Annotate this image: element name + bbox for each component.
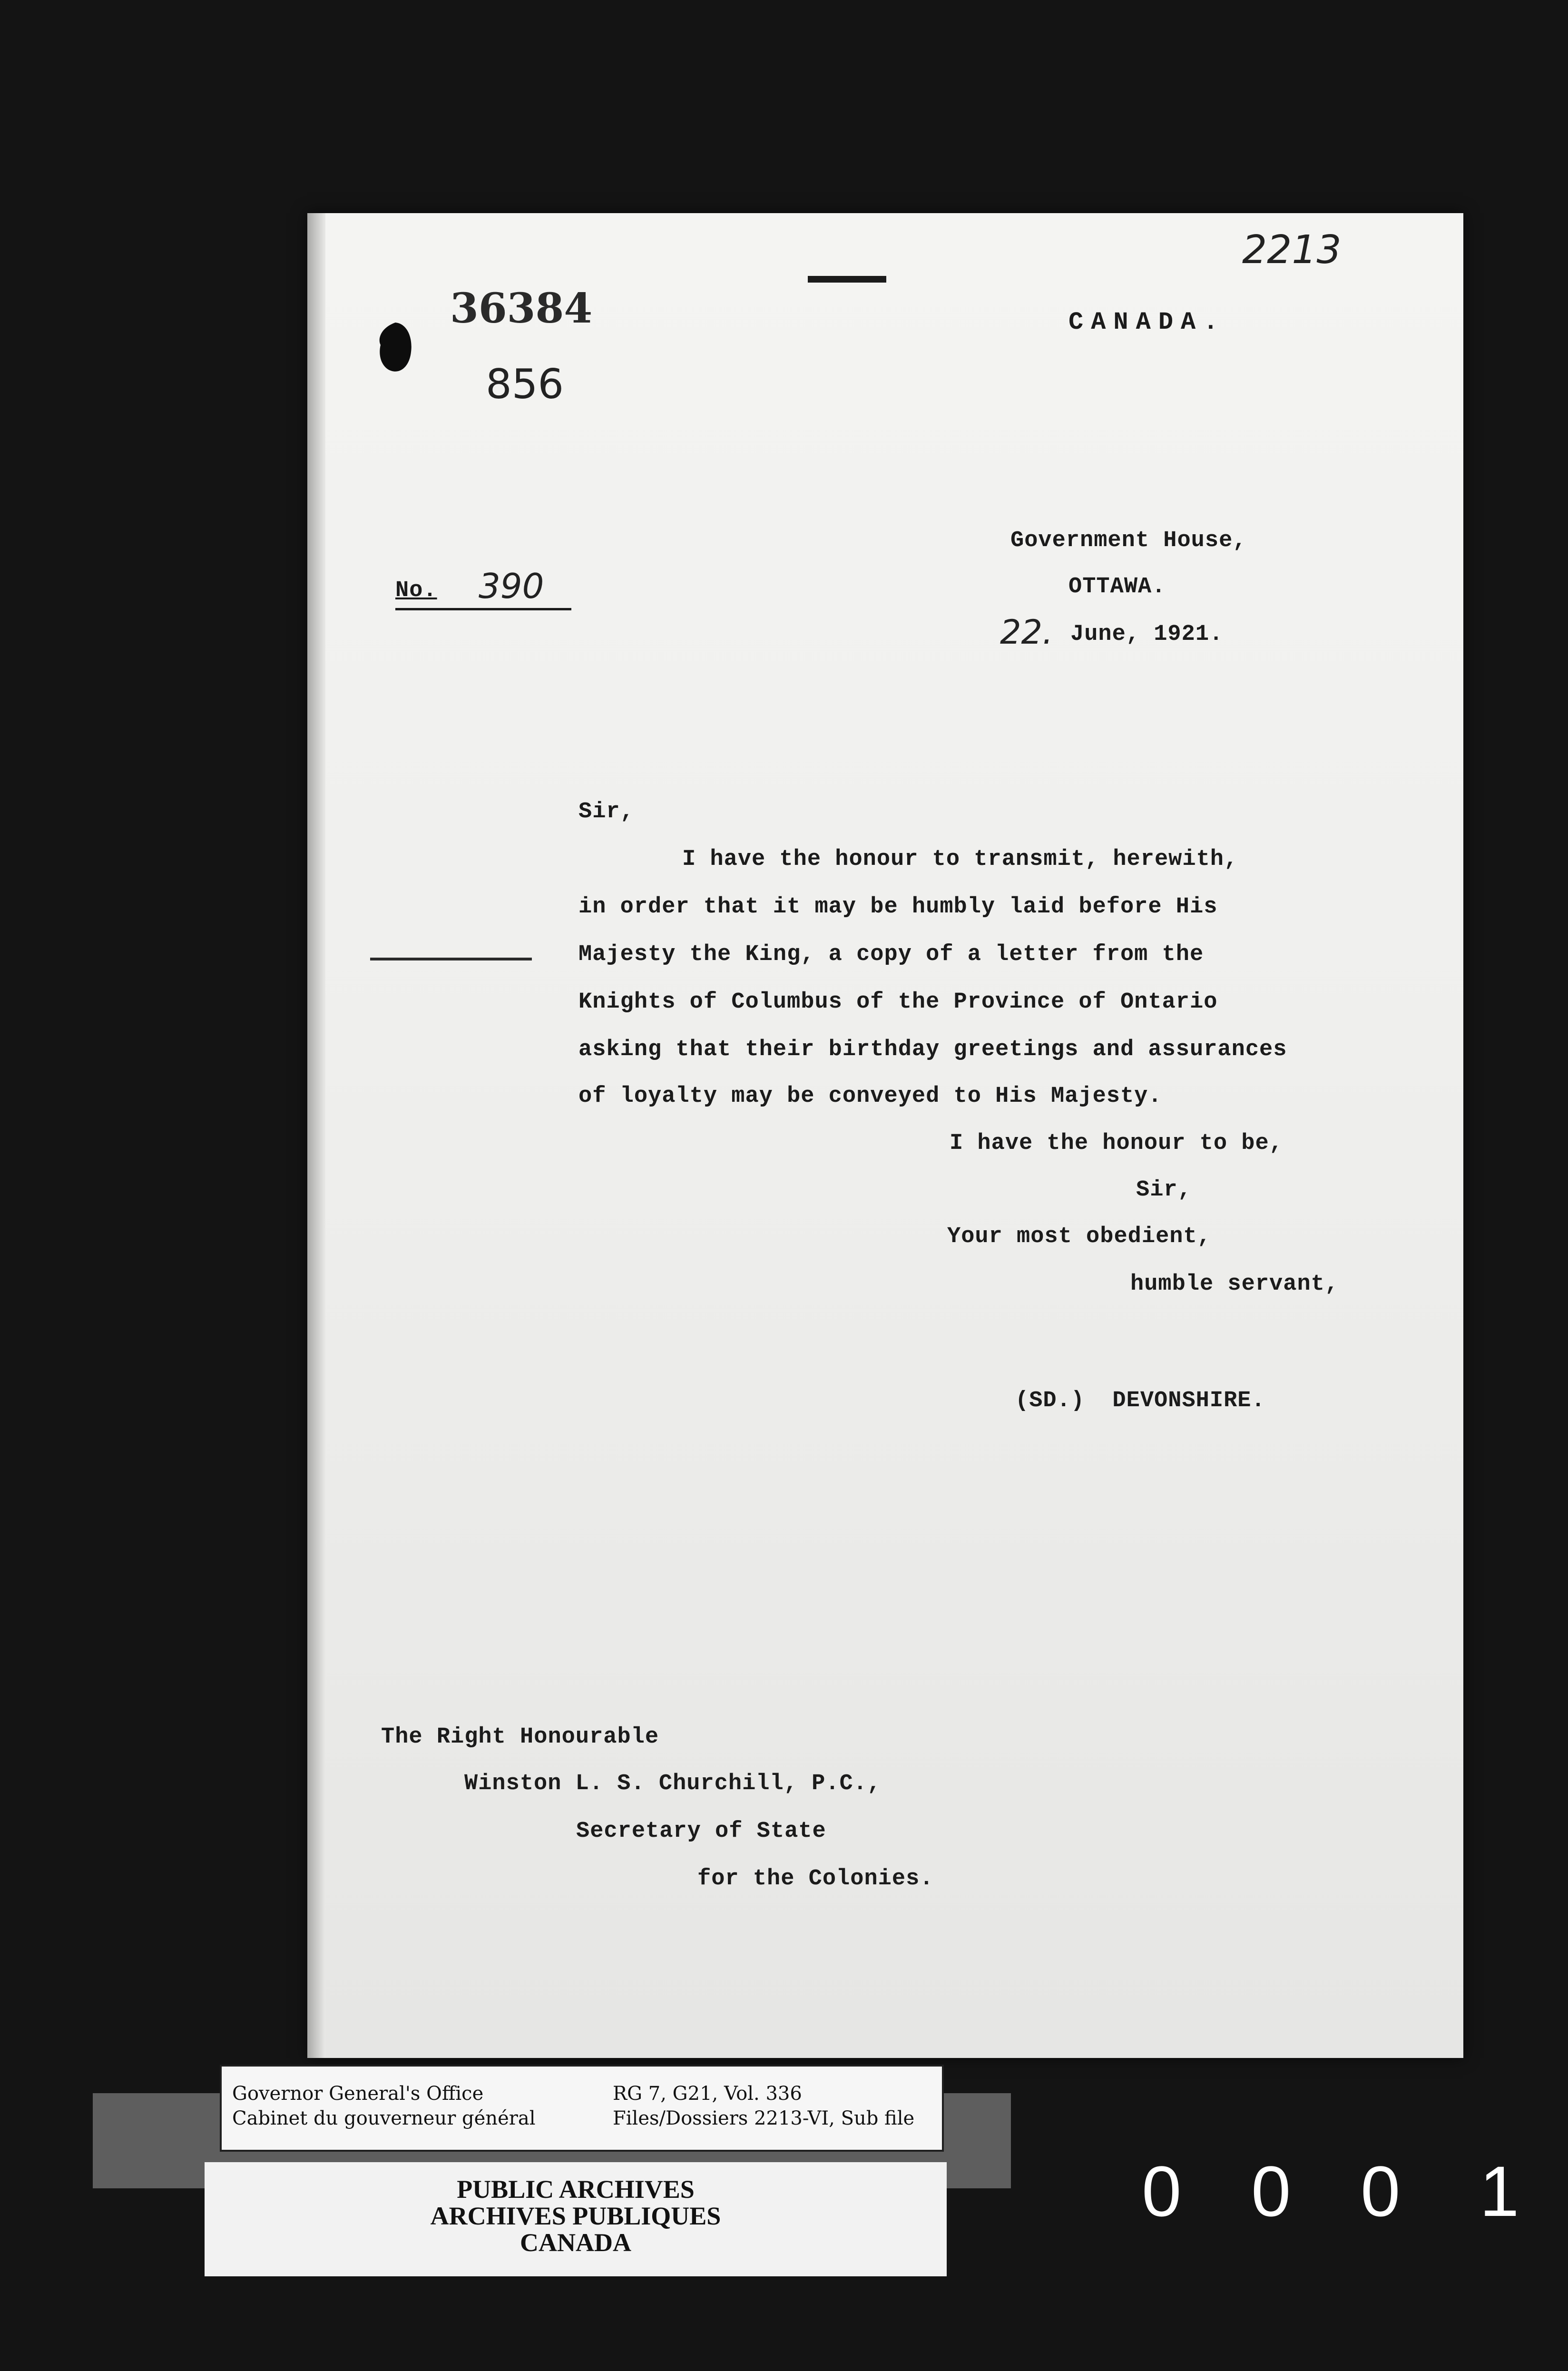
frame-digit-1: 0 xyxy=(1142,2151,1182,2231)
date-line: June, 1921. xyxy=(1070,622,1224,647)
record-group-reference: RG 7, G21, Vol. 336 xyxy=(613,2083,802,2105)
addressee-line-3: Secretary of State xyxy=(576,1819,826,1844)
ink-blot-mark xyxy=(374,319,417,376)
salutation: Sir, xyxy=(578,799,634,824)
body-line-4: Knights of Columbus of the Province of Ontario xyxy=(578,990,1218,1015)
handwritten-reference: 856 xyxy=(486,361,564,408)
addressee-line-1: The Right Honourable xyxy=(381,1724,659,1750)
archives-line-3: CANADA xyxy=(520,2228,631,2257)
archives-line-1: PUBLIC ARCHIVES xyxy=(457,2175,695,2204)
letter-heading: CANADA. xyxy=(1068,308,1226,336)
closing-line-3: Your most obedient, xyxy=(947,1224,1211,1249)
office-french: Cabinet du gouverneur général xyxy=(232,2107,536,2129)
handwritten-number: 390 xyxy=(479,566,544,606)
closing-line-1: I have the honour to be, xyxy=(950,1131,1283,1156)
frame-digit-4: 1 xyxy=(1480,2151,1519,2231)
number-label: No. xyxy=(395,578,437,603)
office-english: Governor General's Office xyxy=(232,2083,484,2105)
body-line-6: of loyalty may be conveyed to His Majesty. xyxy=(578,1084,1162,1109)
number-underline xyxy=(395,608,571,610)
handwritten-date-day: 22. xyxy=(1000,613,1053,652)
body-line-3: Majesty the King, a copy of a letter from the xyxy=(578,942,1204,967)
catalog-label xyxy=(220,2065,944,2152)
file-number-stamp: 36384 xyxy=(450,284,593,333)
letter-sheet xyxy=(307,213,1463,2058)
signature: (SD.) DEVONSHIRE. xyxy=(1015,1388,1265,1413)
file-reference: Files/Dossiers 2213-VI, Sub file xyxy=(613,2107,915,2129)
addressee-line-2: Winston L. S. Churchill, P.C., xyxy=(464,1771,882,1796)
addressee-line-4: for the Colonies. xyxy=(697,1866,934,1891)
closing-line-4: humble servant, xyxy=(1130,1272,1339,1297)
margin-rule xyxy=(370,958,532,960)
frame-digit-2: 0 xyxy=(1251,2151,1291,2231)
archives-line-2: ARCHIVES PUBLIQUES xyxy=(430,2202,721,2230)
top-rule xyxy=(808,276,886,283)
frame-digit-3: 0 xyxy=(1361,2151,1401,2231)
handwritten-file-number: 2213 xyxy=(1242,227,1342,273)
address-line-2: OTTAWA. xyxy=(1068,574,1166,599)
body-line-5: asking that their birthday greetings and assurances xyxy=(578,1037,1287,1062)
address-line-1: Government House, xyxy=(1010,528,1247,553)
closing-line-2: Sir, xyxy=(1136,1177,1192,1203)
body-line-2: in order that it may be humbly laid before His xyxy=(578,894,1218,920)
archives-label xyxy=(205,2162,947,2276)
paper-edge-shadow xyxy=(307,213,325,2058)
body-line-1: I have the honour to transmit, herewith, xyxy=(682,847,1238,872)
